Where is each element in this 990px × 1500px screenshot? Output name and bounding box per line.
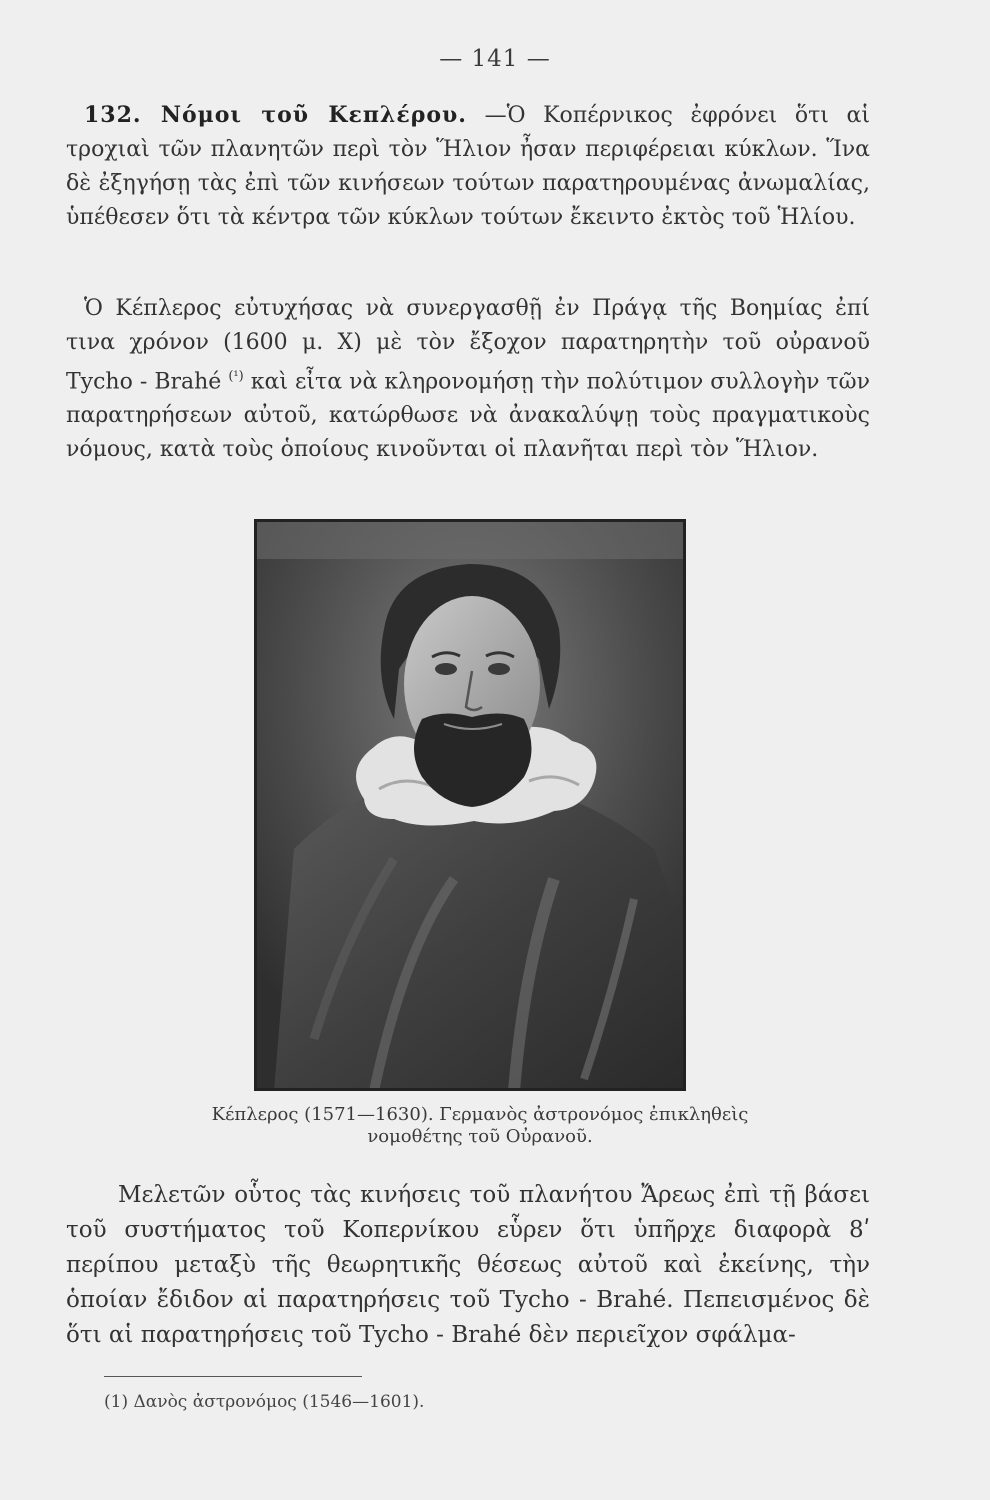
section-heading: 132. Νόμοι τοῦ Κεπλέρου. <box>84 102 467 128</box>
kepler-portrait-image <box>254 519 686 1091</box>
paragraph-3-text: Μελετῶν οὗτος τὰς κινήσεις τοῦ πλανήτου Ἄρεως ἐπὶ τῇ βάσει τοῦ συστήματος τοῦ Κοπερνίκου εὗρεν ὅτι ὑπῆρχε διαφορὰ 8ʹ περίπου μεταξὺ τῆς θεωρητικῆς θέσεως αὐτοῦ καὶ ἐκείνης, τὴν ὁποίαν ἔδιδον αἱ παρατηρήσεις τοῦ Tycho - Brahé. Πεπεισμένος δὲ ὅτι αἱ παρατηρήσεις τοῦ Tycho - Brahé δὲν περιεῖχον σφάλμα- <box>66 1182 870 1348</box>
paragraph-intro <box>66 98 870 235</box>
footnote-text: (1) Δανὸς ἀστρονόμος (1546—1601). <box>104 1392 425 1412</box>
paragraph-mars-study <box>66 1178 870 1353</box>
paragraph-2-text-a: Ὁ Κέπλερος εὐτυχήσας νὰ συνεργασθῇ ἐν Πράγᾳ τῆς Βοημίας ἐπί τινα χρόνον (1600 μ. Χ) μὲ τὸν ἔξοχον παρατηρητὴν τοῦ οὐρανοῦ Tycho - Brahé <box>66 296 870 395</box>
portrait-caption <box>160 1104 800 1148</box>
caption-line-1: Κέπλερος (1571—1630). Γερμανὸς ἀστρονόμος ἐπικληθεὶς <box>211 1104 749 1125</box>
paragraph-2-text-b: καὶ εἶτα νὰ κληρονομήσῃ τὴν πολύτιμον συλλογὴν τῶν παρατηρήσεων αὐτοῦ, κατώρθωσε νὰ ἀνακαλύψῃ τοὺς πραγματικοὺς νόμους, κατὰ τοὺς ὁποίους κινοῦνται οἱ πλανῆται περὶ τὸν Ἥλιον. <box>66 369 870 463</box>
paragraph-1-text: —Ὁ Κοπέρνικος ἐφρόνει ὅτι αἱ τροχιαὶ τῶν πλανητῶν περὶ τὸν Ἥλιον ἦσαν περιφέρειαι κύκλων. Ἵνα δὲ ἐξηγήσῃ τὰς ἐπὶ τῶν κινήσεων τούτων παρατηρουμένας ἀνωμαλίας, ὑπέθεσεν ὅτι τὰ κέντρα τῶν κύκλων τούτων ἔκειντο ἐκτὸς τοῦ Ἡλίου. <box>66 103 870 230</box>
caption-line-2: νομοθέτης τοῦ Οὐρανοῦ. <box>367 1126 593 1147</box>
paragraph-kepler-tycho <box>66 292 870 467</box>
page-number: — 141 — <box>439 46 551 72</box>
footnote-divider <box>104 1376 362 1377</box>
footnote-reference: (¹) <box>228 369 244 384</box>
